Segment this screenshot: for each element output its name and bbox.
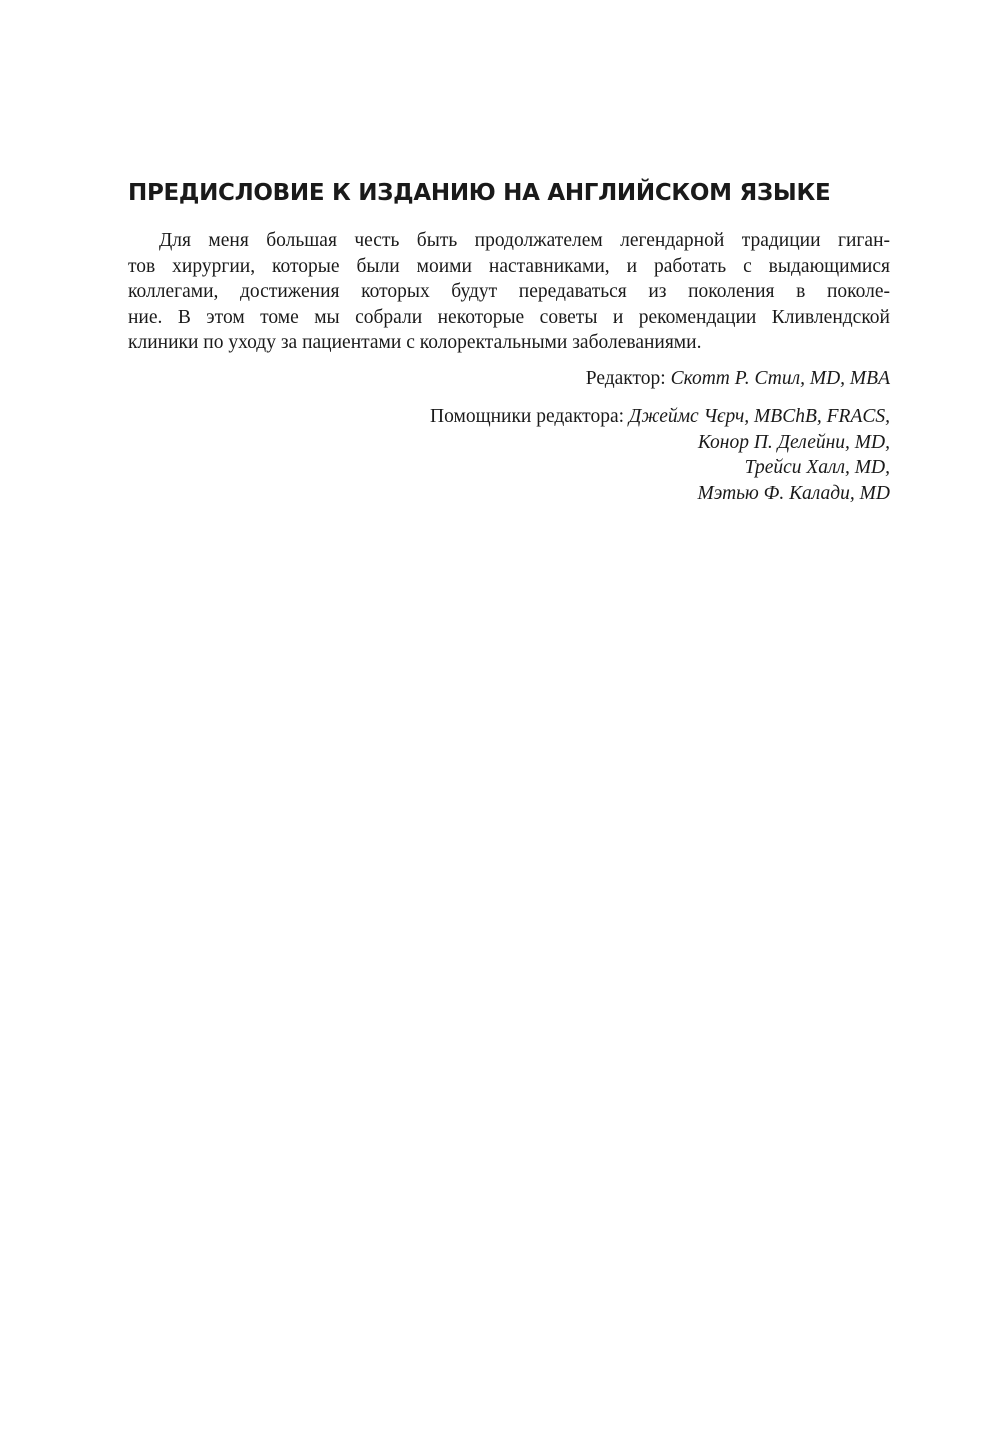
editor-credit: [586, 366, 890, 392]
assistant-editor-name: Мэтью Ф. Калади, MD: [697, 482, 890, 504]
editor-name: Скотт Р. Стил, MD, MBA: [670, 368, 890, 389]
preface-paragraph: [128, 228, 890, 356]
assistant-editor-name: Трейси Халл, MD,: [744, 457, 890, 479]
assistant-editor-name: Джеймс Чєрч, MBChB, FRACS,: [628, 406, 890, 427]
page-title: ПРЕДИСЛОВИЕ К ИЗДАНИЮ НА АНГЛИЙСКОМ ЯЗЫКЕ: [128, 180, 831, 206]
assistant-editors-label: Помощники редактора:: [430, 406, 629, 427]
paragraph-line: тов хирургии, которые были моими наставниками, и работать с выдающимися: [128, 255, 890, 277]
paragraph-line: коллегами, достижения которых будут передаваться из поколения в поколе-: [128, 281, 890, 303]
paragraph-line: ние. В этом томе мы собрали некоторые советы и рекомендации Кливлендской: [128, 306, 890, 328]
paragraph-line: клиники по уходу за пациентами с колоректальными заболеваниями.: [128, 332, 702, 354]
assistant-editor-name: Конор П. Делейни, MD,: [697, 431, 890, 453]
assistant-editor-row: [430, 404, 890, 430]
paragraph-line: Для меня большая честь быть продолжателем легендарной традиции гиган-: [159, 230, 890, 251]
editor-label: Редактор:: [585, 368, 671, 389]
assistant-editors-credit: [430, 404, 890, 506]
